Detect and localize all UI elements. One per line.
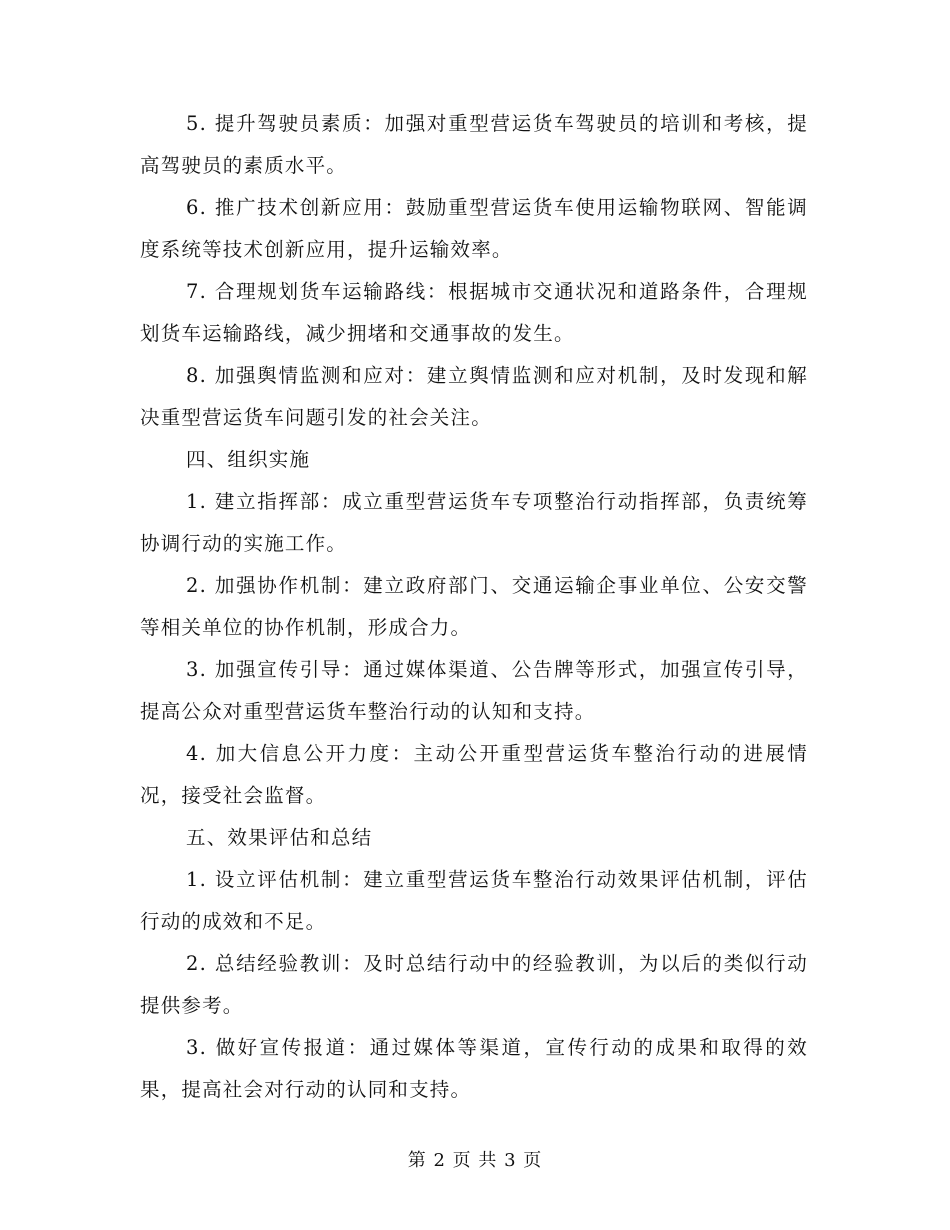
section-heading-organization: 四、组织实施 <box>186 448 311 471</box>
paragraph-item-eval-1: 1. 设立评估机制：建立重型营运货车整治行动效果评估机制，评估行动的成效和不足。 <box>140 868 808 933</box>
document-body <box>140 103 808 1111</box>
paragraph-item-org-3: 3. 加强宣传引导：通过媒体渠道、公告牌等形式，加强宣传引导，提高公众对重型营运货车整治行动的认知和支持。 <box>140 658 808 723</box>
paragraph-item-org-2: 2. 加强协作机制：建立政府部门、交通运输企事业单位、公安交警等相关单位的协作机制，形成合力。 <box>140 574 808 639</box>
paragraph-item-7: 7. 合理规划货车运输路线：根据城市交通状况和道路条件，合理规划货车运输路线，减少拥堵和交通事故的发生。 <box>140 280 808 345</box>
section-heading-evaluation: 五、效果评估和总结 <box>186 826 373 849</box>
paragraph-item-eval-2: 2. 总结经验教训：及时总结行动中的经验教训，为以后的类似行动提供参考。 <box>140 952 808 1017</box>
paragraph-item-eval-3: 3. 做好宣传报道：通过媒体等渠道，宣传行动的成果和取得的效果，提高社会对行动的认同和支持。 <box>140 1036 808 1101</box>
page-number-footer: 第 2 页 共 3 页 <box>407 1150 543 1171</box>
paragraph-item-5: 5. 提升驾驶员素质：加强对重型营运货车驾驶员的培训和考核，提高驾驶员的素质水平。 <box>140 112 808 177</box>
paragraph-item-org-1: 1. 建立指挥部：成立重型营运货车专项整治行动指挥部，负责统筹协调行动的实施工作。 <box>140 490 808 555</box>
paragraph-item-org-4: 4. 加大信息公开力度：主动公开重型营运货车整治行动的进展情况，接受社会监督。 <box>140 742 808 807</box>
paragraph-item-8: 8. 加强舆情监测和应对：建立舆情监测和应对机制，及时发现和解决重型营运货车问题引发的社会关注。 <box>140 364 808 429</box>
paragraph-item-6: 6. 推广技术创新应用：鼓励重型营运货车使用运输物联网、智能调度系统等技术创新应用，提升运输效率。 <box>140 196 808 261</box>
